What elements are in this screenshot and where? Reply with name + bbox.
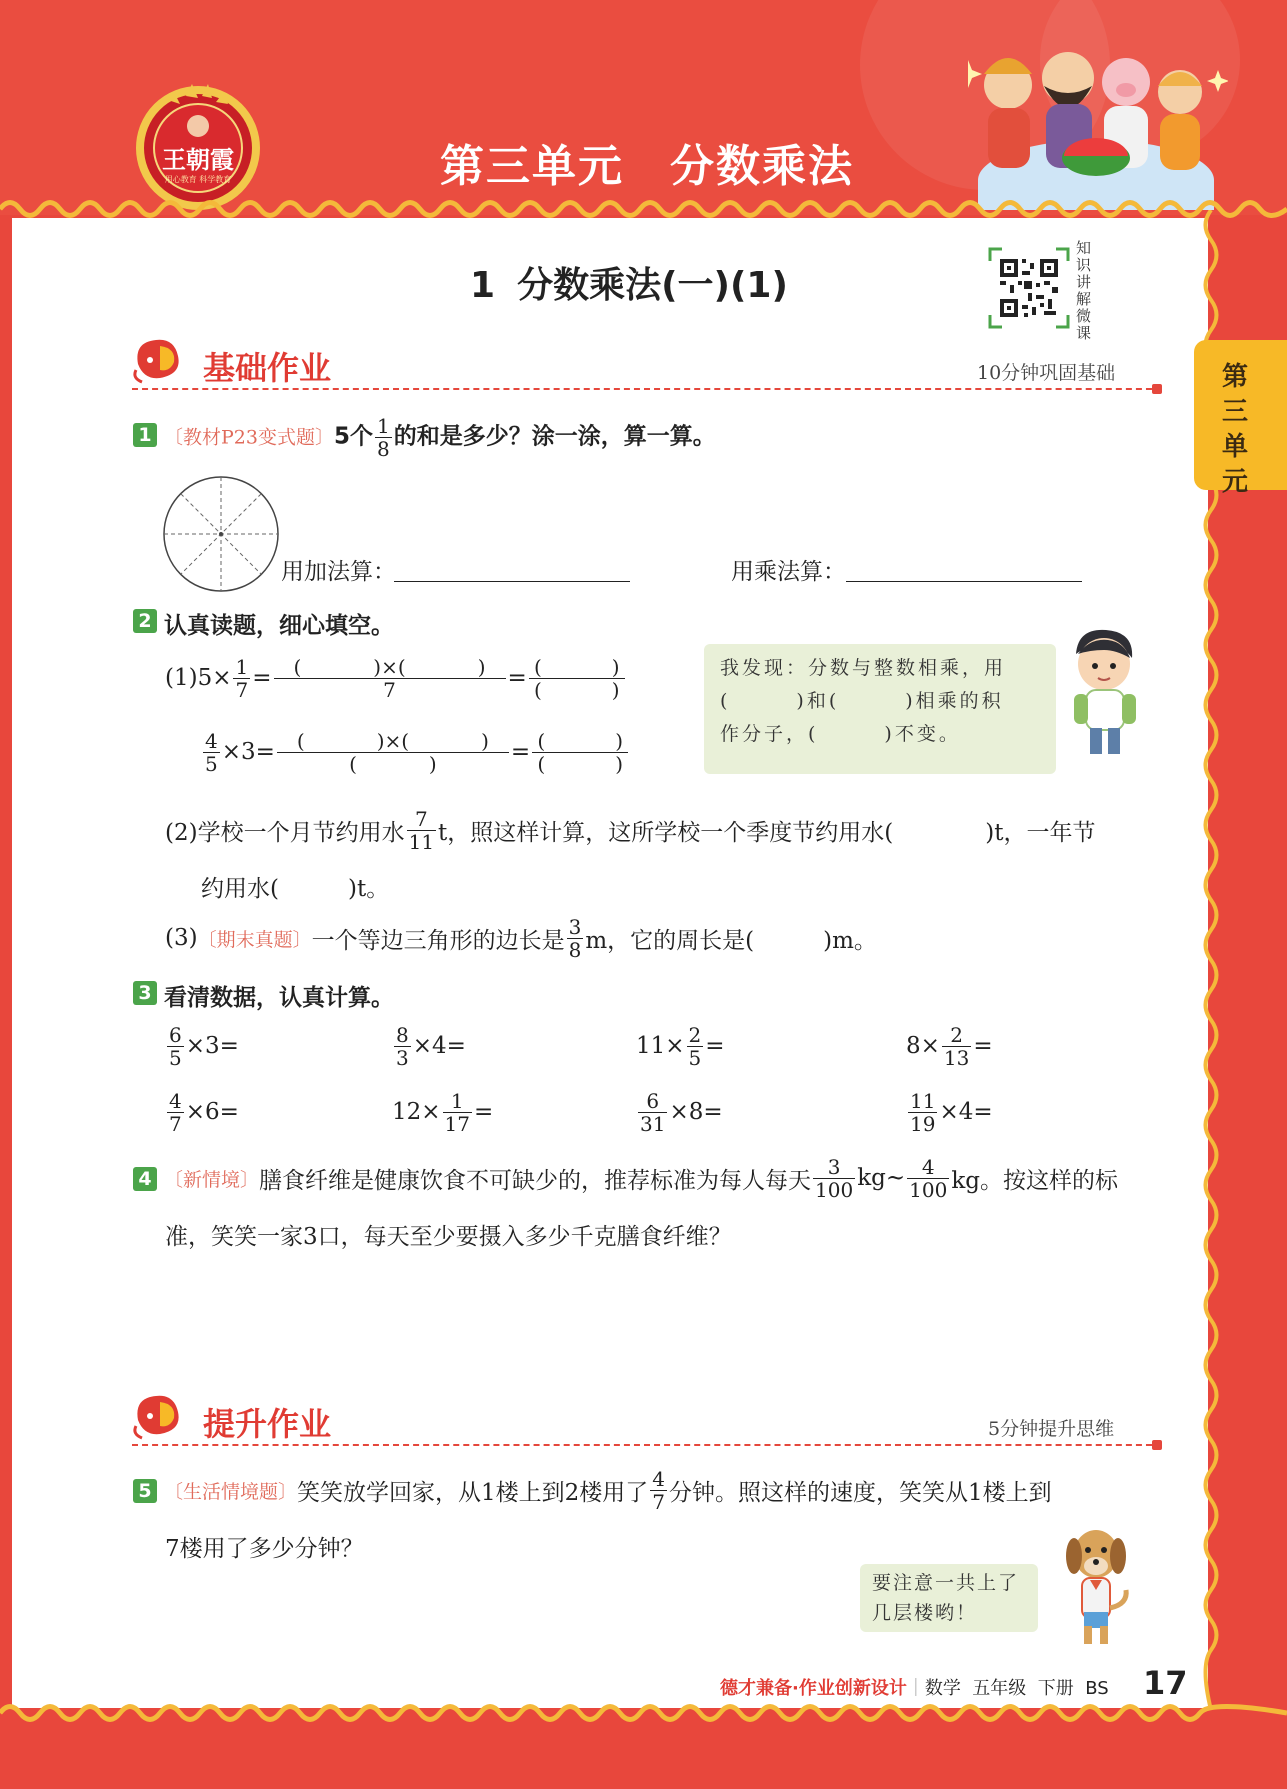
discovery-note-line: ( )和( )相乘的积 <box>720 690 1004 712</box>
lesson-number: 1 <box>470 265 496 306</box>
question-5-tag: 〔生活情境题〕 <box>164 1480 298 1503</box>
calc-item[interactable] <box>392 1084 493 1140</box>
brand-logo-slogan: 用心教育 科学教育 <box>164 175 232 184</box>
brand-logo-text: 王朝霞 <box>162 145 234 174</box>
question-4-line1: 〔新情境〕 膳食纤维是健康饮食不可缺少的，推荐标准为每人每天 3 100 kg~ 4 100 kg。按这样的标 <box>164 1154 1118 1202</box>
calc-suffix: = <box>973 1033 993 1059</box>
section-basic-divider <box>132 388 1162 390</box>
header-illustration <box>968 30 1228 210</box>
q2-part2-line2: 约用水( )t。 <box>201 876 390 902</box>
calc-item[interactable] <box>392 1018 466 1074</box>
calc-item[interactable] <box>636 1084 723 1140</box>
fraction: 3 8 <box>568 914 582 962</box>
fill-fraction: ( )×( ) 7 <box>274 656 506 701</box>
fraction: 7 11 <box>408 806 435 854</box>
fraction: $\frac{1}{17}$ <box>444 1088 470 1136</box>
question-number-1: 1 <box>133 423 157 447</box>
qr-label: 知识讲解微课 <box>1076 239 1092 342</box>
page-number: 17 <box>1143 1664 1188 1702</box>
footer-edition: BS <box>1085 1678 1109 1699</box>
q2-part3: (3) 〔期末真题〕 一个等边三角形的边长是 3 8 m，它的周长是( )m。 <box>165 914 877 962</box>
fraction: 4 7 <box>652 1466 666 1514</box>
discovery-note <box>704 644 1056 774</box>
fraction: $\frac{11}{19}$ <box>910 1088 936 1136</box>
question-4-answer-area[interactable] <box>160 1262 1160 1382</box>
lesson-title-text: 分数乘法(一)(1) <box>517 265 788 306</box>
calc-suffix: ×4= <box>412 1033 466 1059</box>
calc-suffix: ×4= <box>939 1099 993 1125</box>
question-1-text: 〔教材P23变式题〕5个 $\frac{1}{8}$ 的和是多少？涂一涂，算一算。 <box>164 414 716 461</box>
question-4-tag: 〔新情境〕 <box>164 1168 260 1191</box>
q2-part1-line1: (1)5× $\frac{1}{7}$ = ( )×( ) 7 = ( ) ( ) <box>165 646 627 710</box>
question-number-2: 2 <box>133 609 157 633</box>
question-5-line2: 7楼用了多少分钟？ <box>165 1536 364 1562</box>
question-1-tag: 〔教材P23变式题〕 <box>164 426 334 449</box>
fraction: $\frac{6}{31}$ <box>640 1088 666 1136</box>
calc-prefix: 11× <box>636 1033 685 1059</box>
qr-code-icon[interactable] <box>988 247 1070 329</box>
fraction: $\frac{2}{5}$ <box>688 1022 702 1070</box>
q2-part1-line2: $\frac{4}{5}$ ×3= ( )×( ) ( ) = ( ) ( ) <box>201 720 630 784</box>
hint-note <box>860 1564 1038 1632</box>
fraction: $\frac{4}{7}$ <box>169 1088 182 1136</box>
footer-volume: 下册 <box>1037 1678 1074 1699</box>
section-advanced-time: 5分钟提升思维 <box>988 1418 1115 1440</box>
calc-suffix: = <box>474 1099 494 1125</box>
fraction: $\frac{2}{13}$ <box>943 1022 970 1070</box>
footer-grade: 五年级 <box>972 1678 1027 1699</box>
question-5-line1: 〔生活情境题〕 笑笑放学回家，从1楼上到2楼用了 4 7 分钟。照这样的速度，笑笑从1楼上到 <box>164 1466 1052 1514</box>
circle-divided-eighths[interactable] <box>161 474 281 594</box>
question-number-4: 4 <box>133 1167 157 1191</box>
section-basic-divider-dot <box>1152 384 1162 394</box>
question-2-title: 认真读题，细心填空。 <box>164 613 394 639</box>
bottom-wave-border <box>0 1700 1287 1726</box>
discovery-note-line: 我发现：分数与整数相乘，用 <box>720 657 1007 679</box>
hint-note-line: 几层楼哟！ <box>872 1602 978 1624</box>
calc-prefix: 12× <box>392 1099 441 1125</box>
question-3-title: 看清数据，认真计算。 <box>164 985 394 1011</box>
section-advanced-title: 提升作业 <box>203 1405 332 1443</box>
multiplication-label: 用乘法算： <box>731 559 846 585</box>
footer-subject: 数学 <box>924 1678 961 1699</box>
fraction: $\frac{8}{3}$ <box>396 1022 409 1070</box>
calc-item[interactable] <box>165 1084 239 1140</box>
calc-suffix: ×6= <box>185 1099 239 1125</box>
question-number-3: 3 <box>133 981 157 1005</box>
footer-series: 德才兼备·作业创新设计 <box>720 1678 907 1699</box>
section-basic-title: 基础作业 <box>203 349 332 387</box>
footer: 德才兼备·作业创新设计｜数学 五年级 下册 BS <box>720 1678 1109 1699</box>
q2-part2-line1: (2)学校一个月节约用水 7 11 t，照这样计算，这所学校一个季度节约用水( )t，一年节 <box>165 806 1096 854</box>
unit-side-tab-label: 第三单元 <box>1222 362 1249 497</box>
question-2-part3-tag: 〔期末真题〕 <box>197 928 312 951</box>
calc-item[interactable] <box>906 1018 993 1074</box>
section-advanced-icon <box>130 1390 188 1442</box>
calc-item[interactable] <box>906 1084 993 1140</box>
fill-fraction: ( ) ( ) <box>532 730 628 775</box>
calc-suffix: = <box>705 1033 725 1059</box>
question-4-line2: 准，笑笑一家3口，每天至少要摄入多少千克膳食纤维？ <box>165 1224 732 1250</box>
fill-fraction: ( )×( ) ( ) <box>277 730 509 775</box>
fill-fraction: ( ) ( ) <box>529 656 625 701</box>
unit-title: 第三单元 分数乘法 <box>440 141 854 192</box>
unit-side-tab[interactable] <box>1194 340 1287 497</box>
addition-answer-line[interactable] <box>394 581 630 582</box>
calc-item[interactable] <box>636 1018 725 1074</box>
discovery-note-line: 作分子，( )不变。 <box>720 723 961 745</box>
section-advanced-divider <box>132 1444 1162 1446</box>
dog-mascot <box>1056 1524 1138 1648</box>
multiplication-answer-line[interactable] <box>846 581 1082 582</box>
fraction: 4 100 <box>909 1154 948 1202</box>
lesson-title <box>470 257 788 308</box>
calc-prefix: 8× <box>906 1033 940 1059</box>
question-5-answer-area[interactable] <box>160 1570 840 1670</box>
fraction: $\frac{1}{7}$ <box>235 654 249 702</box>
section-basic-icon <box>130 334 188 386</box>
section-basic-time: 10分钟巩固基础 <box>977 362 1116 384</box>
calc-suffix: ×3= <box>185 1033 239 1059</box>
addition-label: 用加法算： <box>281 559 396 585</box>
calc-item[interactable] <box>165 1018 239 1074</box>
brand-logo <box>132 78 264 210</box>
calc-suffix: ×8= <box>669 1099 723 1125</box>
section-advanced-divider-dot <box>1152 1440 1162 1450</box>
fraction: $\frac{1}{8}$ <box>376 414 390 461</box>
fraction: $\frac{4}{5}$ <box>205 728 218 776</box>
question-number-5: 5 <box>133 1479 157 1503</box>
hint-note-line: 要注意一共上了 <box>872 1572 1020 1594</box>
fraction: $\frac{6}{5}$ <box>169 1022 182 1070</box>
fraction: 3 100 <box>815 1154 854 1202</box>
boy-mascot <box>1064 624 1146 758</box>
